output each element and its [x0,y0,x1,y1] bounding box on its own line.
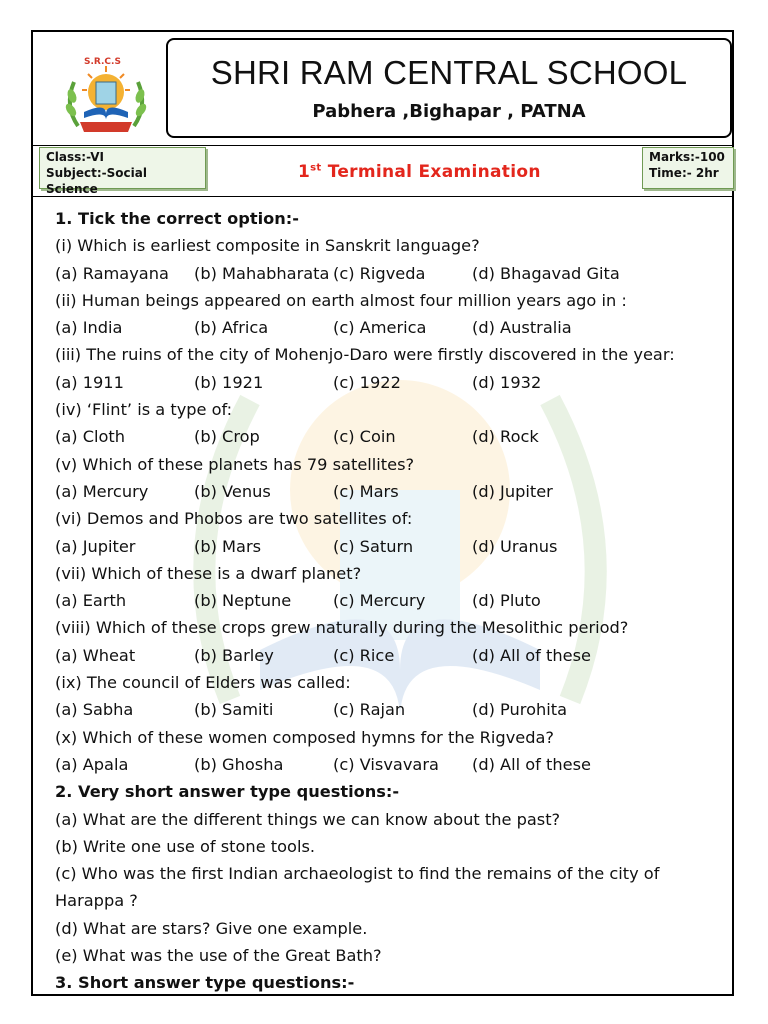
option-b: (b) Africa [194,318,269,338]
short-question: (b) Write one use of stone tools. [55,836,316,856]
subject-label: Subject:-Social Science [46,166,147,196]
option-a: (a) Sabha [55,700,134,720]
option-c: (c) Mercury [333,591,426,611]
option-b: (b) Neptune [194,591,292,611]
option-d: (d) Bhagavad Gita [472,263,620,283]
option-c: (c) Saturn [333,536,414,556]
option-d: (d) Pluto [472,591,541,611]
option-a: (a) Earth [55,591,127,611]
option-d: (d) Australia [472,318,572,338]
question-text: (vi) Demos and Phobos are two satellites of: [55,509,413,529]
school-name: SHRI RAM CENTRAL SCHOOL [210,54,688,91]
options-row [55,478,725,505]
option-c: (c) Rice [333,645,395,665]
option-d: (d) 1932 [472,372,542,392]
option-b: (b) Mars [194,536,262,556]
options-row [55,260,725,287]
marks-time-box [642,147,734,189]
options-row [55,642,725,669]
section3-heading: 3. Short answer type questions:- [55,973,355,993]
short-question: (a) What are the different things we can know about the past? [55,809,561,829]
question-text: (x) Which of these women composed hymns for the Rigveda? [55,727,555,747]
exam-title-text: Terminal Examination [321,162,541,182]
option-b: (b) 1921 [194,372,264,392]
option-d: (d) Uranus [472,536,558,556]
options-row [55,314,725,341]
question-text: (viii) Which of these crops grew naturally during the Mesolithic period? [55,618,629,638]
option-b: (b) Ghosha [194,754,284,774]
class-subject-box [39,147,206,196]
option-c: (c) 1922 [333,372,401,392]
question-paper-body [55,205,725,997]
option-a: (a) Cloth [55,427,126,447]
options-row [55,696,725,723]
option-c: (c) Rigveda [333,263,426,283]
option-a: (a) Ramayana [55,263,169,283]
options-row [55,423,725,450]
header-divider [31,145,734,146]
exam-title [298,162,541,182]
marks-label: Marks:-100 [649,150,725,164]
option-c: (c) Mars [333,481,399,501]
class-label: Class:-VI [46,150,104,164]
question-text: (vii) Which of these is a dwarf planet? [55,563,362,583]
option-b: (b) Barley [194,645,274,665]
option-a: (a) Wheat [55,645,136,665]
option-c: (c) Coin [333,427,396,447]
short-question: (c) Who was the first Indian archaeologist to find the remains of the city of [55,864,660,884]
option-a: (a) Mercury [55,481,149,501]
school-logo-icon [58,56,154,140]
option-c: (c) America [333,318,427,338]
option-a: (a) Jupiter [55,536,136,556]
option-d: (d) Rock [472,427,539,447]
options-row [55,369,725,396]
question-text: (v) Which of these planets has 79 satellites? [55,454,415,474]
option-b: (b) Crop [194,427,260,447]
option-d: (d) Jupiter [472,481,553,501]
options-row [55,587,725,614]
exam-ordinal: 1 [298,162,311,182]
option-a: (a) India [55,318,123,338]
option-b: (b) Mahabharata [194,263,330,283]
option-d: (d) All of these [472,645,591,665]
section2-heading: 2. Very short answer type questions:- [55,782,400,802]
short-question-continued: Harappa ? [55,891,138,911]
school-header [166,38,732,138]
option-c: (c) Visvavara [333,754,439,774]
question-text: (ii) Human beings appeared on earth almost four million years ago in : [55,290,627,310]
question-text: (i) Which is earliest composite in Sanskrit language? [55,236,480,256]
logo-text: S.R.C.S [84,57,121,67]
option-d: (d) Purohita [472,700,568,720]
option-c: (c) Rajan [333,700,406,720]
short-question: (d) What are stars? Give one example. [55,918,368,938]
option-b: (b) Samiti [194,700,274,720]
question-text: (iii) The ruins of the city of Mohenjo-Daro were firstly discovered in the year: [55,345,675,365]
time-label: Time:- 2hr [649,166,719,180]
exam-ordinal-suffix: st [310,162,322,174]
option-a: (a) 1911 [55,372,124,392]
options-row [55,751,725,778]
options-row [55,533,725,560]
section1-heading: 1. Tick the correct option:- [55,209,299,228]
option-b: (b) Venus [194,481,271,501]
question-text: (iv) ‘Flint’ is a type of: [55,400,233,420]
school-address: Pabhera ,Bighapar , PATNA [312,101,586,122]
option-d: (d) All of these [472,754,591,774]
option-a: (a) Apala [55,754,129,774]
short-question: (e) What was the use of the Great Bath? [55,946,382,966]
question-text: (ix) The council of Elders was called: [55,673,351,693]
